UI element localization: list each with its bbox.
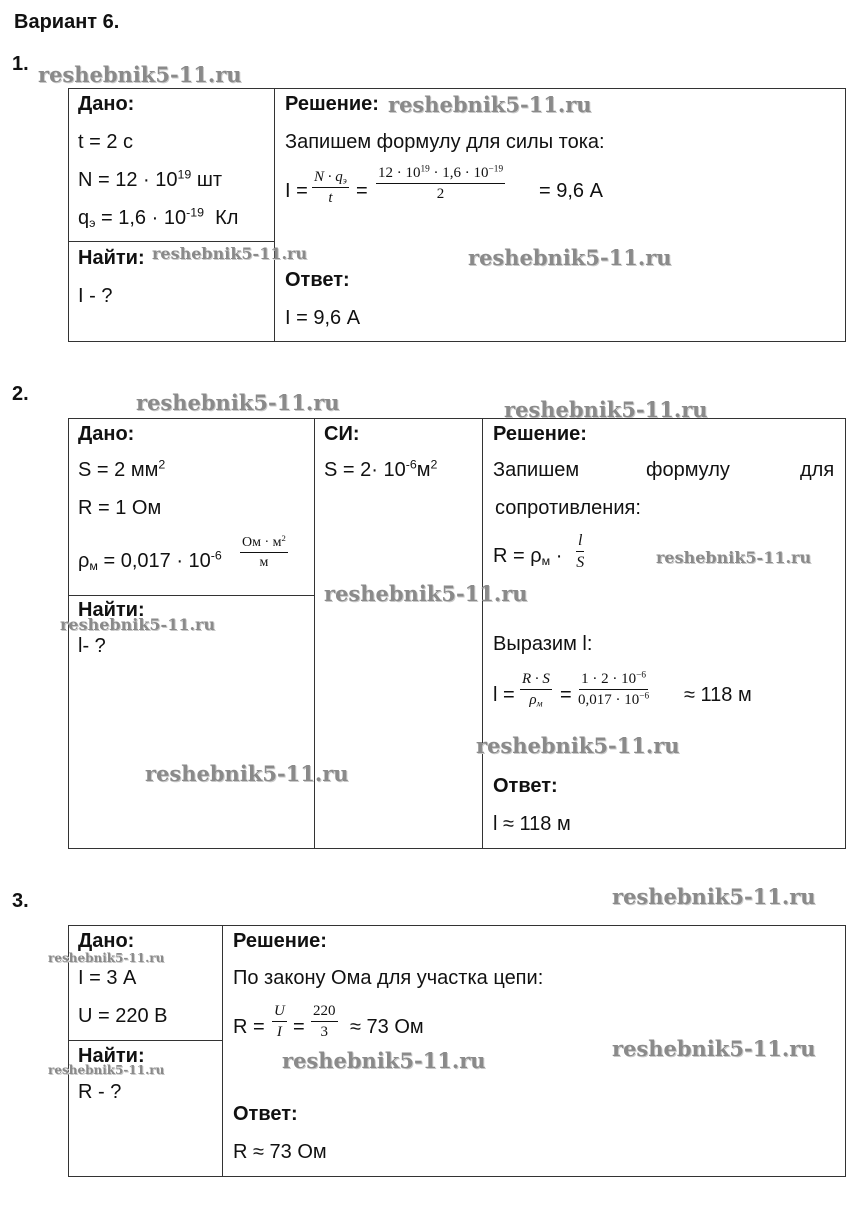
solution-word: Запишем: [493, 459, 580, 481]
given-area: S = 2 $мм^2$: [78, 457, 166, 481]
find-value: R - ?: [78, 1081, 122, 1103]
formula-lhs: R =: [233, 1016, 265, 1038]
watermark: reshebnik5-11.ru: [152, 244, 308, 263]
formula-fraction: $\frac{220}{3}$: [313, 1003, 336, 1040]
watermark: reshebnik5-11.ru: [476, 733, 680, 758]
resistivity-unit: Ом · $м^2$ м: [242, 532, 286, 570]
watermark: reshebnik5-11.ru: [468, 245, 672, 270]
watermark: reshebnik5-11.ru: [324, 581, 528, 606]
watermark: reshebnik5-11.ru: [38, 62, 242, 87]
solution-text: По закону Ома для участка цепи:: [233, 967, 544, 989]
answer-value: R ≈ 73 Ом: [233, 1141, 327, 1163]
watermark: reshebnik5-11.ru: [656, 548, 812, 567]
solution-word: для: [800, 459, 835, 481]
solution-text: Выразим l:: [493, 633, 593, 655]
watermark: reshebnik5-11.ru: [60, 615, 216, 634]
si-header: СИ:: [324, 423, 360, 445]
table-divider: [482, 418, 483, 849]
formula-equals: =: [293, 1016, 305, 1038]
given-charge: $q_э = 1,6 \cdot 10^{-19}$ Кл: [78, 205, 239, 231]
given-count: $N = 12 \cdot 10^{19}$ шт: [78, 167, 223, 191]
table-divider: [68, 241, 274, 242]
table-divider: [274, 88, 275, 342]
find-header: Найти:: [78, 1045, 145, 1067]
table-divider: [222, 925, 223, 1177]
given-resistance: R = 1 Ом: [78, 497, 162, 519]
solution-word: формулу: [646, 459, 730, 481]
watermark: reshebnik5-11.ru: [282, 1048, 486, 1073]
watermark: reshebnik5-11.ru: [48, 1063, 165, 1077]
find-header: Найти:: [78, 599, 145, 621]
formula-fraction: R · S $\rho_м$: [522, 671, 550, 710]
find-value: I - ?: [78, 285, 113, 307]
answer-value: I = 9,6 А: [285, 307, 361, 329]
given-header: Дано:: [78, 930, 135, 952]
watermark: reshebnik5-11.ru: [612, 884, 816, 909]
watermark: reshebnik5-11.ru: [612, 1036, 816, 1061]
formula-resistance: $R = \rho_м$ ·: [493, 545, 563, 569]
answer-header: Ответ:: [233, 1103, 298, 1125]
formula-result: ≈ 73 Ом: [350, 1016, 424, 1038]
solution-text: Запишем формулу для силы тока:: [285, 131, 605, 153]
formula-lhs: I =: [285, 180, 308, 202]
formula-fraction: $\frac{12 \cdot 10^{19} \cdot 1,6 \cdot 10^{-19}}{2}$: [378, 164, 504, 202]
solution-text: сопротивления:: [495, 497, 641, 519]
formula-lhs: l =: [493, 684, 515, 706]
given-header: Дано:: [78, 423, 135, 445]
watermark: reshebnik5-11.ru: [504, 397, 708, 422]
given-voltage: U = 220 В: [78, 1005, 168, 1027]
table-divider: [68, 1040, 222, 1041]
formula-fraction: $\frac{U}{I}$: [274, 1003, 285, 1040]
problem-3-number: 3.: [12, 890, 29, 912]
watermark: reshebnik5-11.ru: [136, 390, 340, 415]
table-divider: [68, 595, 314, 596]
solution-header: Решение:: [493, 423, 587, 445]
si-area: $S = 2\cdot 10^{-6}м^2$: [324, 457, 438, 481]
solution-header: Решение:: [233, 930, 327, 952]
formula-fraction: $\frac{1 \cdot 2 \cdot 10^{-6}}{0,017 \cdot 10^{-6}}$: [578, 670, 650, 708]
page-title: Вариант 6.: [14, 11, 120, 33]
solution-header: Решение:: [285, 93, 379, 115]
formula-fraction: $N \cdot q_э$ t: [314, 169, 347, 206]
formula-result: = 9,6 А: [539, 180, 603, 202]
watermark: reshebnik5-11.ru: [48, 951, 165, 965]
watermark: reshebnik5-11.ru: [145, 761, 349, 786]
given-resistivity: $\rho_м = 0,017 \cdot 10^{-6}$: [78, 548, 222, 574]
watermark: reshebnik5-11.ru: [388, 92, 592, 117]
given-time: t = 2 с: [78, 131, 134, 153]
given-header: Дано:: [78, 93, 135, 115]
find-value: l- ?: [78, 635, 106, 657]
given-current: I = 3 А: [78, 967, 137, 989]
answer-header: Ответ:: [493, 775, 558, 797]
answer-value: l ≈ 118 м: [493, 813, 571, 835]
problem-1-number: 1.: [12, 53, 29, 75]
formula-fraction: $\frac{l}{S}$: [576, 532, 585, 571]
formula-equals: =: [356, 180, 368, 202]
formula-result: ≈ 118 м: [684, 684, 752, 706]
formula-equals: =: [560, 684, 572, 706]
find-header: Найти:: [78, 247, 145, 269]
problem-2-number: 2.: [12, 383, 29, 405]
answer-header: Ответ:: [285, 269, 350, 291]
